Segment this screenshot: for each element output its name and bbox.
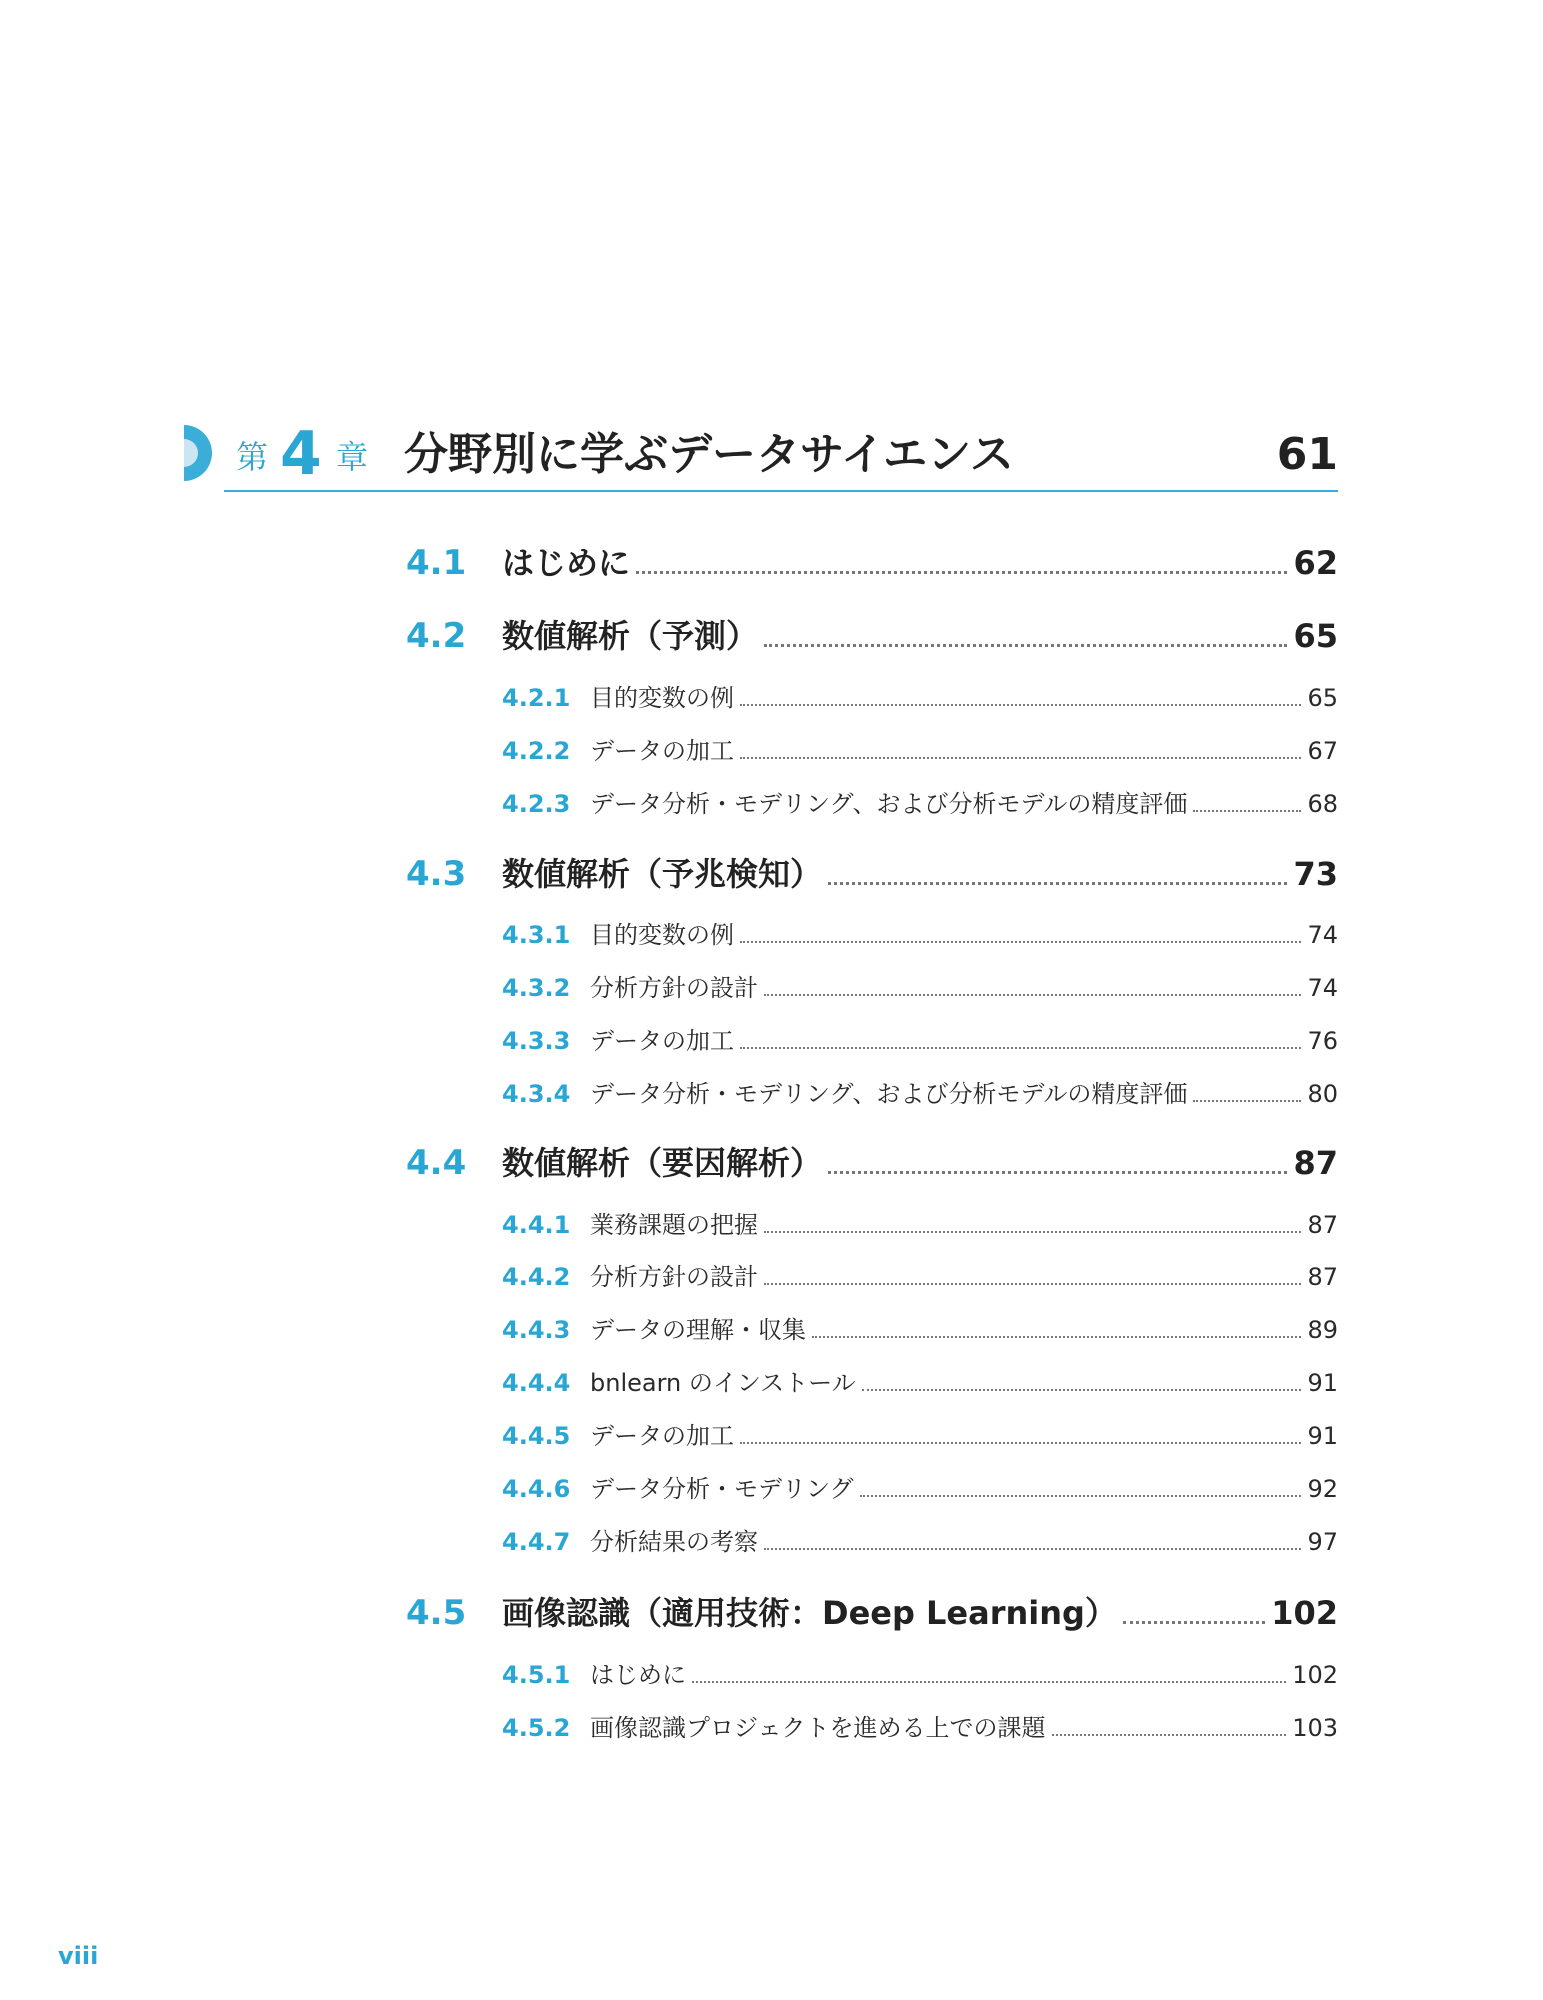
toc-subsection-4-3-1[interactable] [502,915,1338,951]
subsection-title: 分析結果の考察 [590,1528,758,1556]
dot-leader [636,571,1287,574]
section-page: 102 [1271,1594,1338,1632]
toc-subsection-4-3-2[interactable] [502,968,1338,1004]
subsection-page: 65 [1307,684,1338,712]
subsection-title: データ分析・モデリング、および分析モデルの精度評価 [590,790,1188,818]
section-title: 画像認識（適用技術：Deep Learning） [502,1594,1117,1632]
subsection-title: 画像認識プロジェクトを進める上での課題 [590,1714,1046,1742]
section-title: 数値解析（要因解析） [502,1144,823,1182]
toc-subsection-4-3-4[interactable] [502,1074,1338,1110]
subsection-title: 目的変数の例 [590,684,734,712]
dot-leader [740,1442,1301,1444]
chapter-title: 分野別に学ぶデータサイエンス [404,429,1014,480]
dot-leader [1123,1621,1265,1624]
subsection-number: 4.5.2 [502,1714,571,1742]
subsection-page: 74 [1307,974,1338,1002]
subsection-title: 目的変数の例 [590,921,734,949]
subsection-page: 103 [1292,1714,1338,1742]
subsection-number: 4.4.4 [502,1369,571,1397]
toc-subsection-4-4-5[interactable] [502,1416,1338,1452]
subsection-number: 4.3.1 [502,921,571,949]
toc-subsection-4-4-2[interactable] [502,1257,1338,1293]
section-title: 数値解析（予測） [502,617,759,655]
subsection-number: 4.3.3 [502,1027,571,1055]
subsection-page: 102 [1292,1661,1338,1689]
subsection-title: bnlearn のインストール [590,1369,856,1397]
toc-section-4-3[interactable] [406,849,1338,897]
subsection-title: データの理解・収集 [590,1316,806,1344]
section-number: 4.2 [406,616,467,656]
chapter-label-sho: 章 [336,438,369,476]
subsection-page: 74 [1307,921,1338,949]
dot-leader [740,941,1301,943]
subsection-page: 92 [1307,1475,1338,1503]
subsection-page: 89 [1307,1316,1338,1344]
subsection-title: はじめに [590,1661,686,1689]
section-page: 87 [1293,1144,1338,1182]
section-page: 73 [1293,855,1338,893]
toc-subsection-4-2-1[interactable] [502,678,1338,714]
toc-subsection-4-2-3[interactable] [502,784,1338,820]
section-number: 4.1 [406,543,467,583]
subsection-number: 4.2.2 [502,737,571,765]
subsection-number: 4.2.3 [502,790,571,818]
toc-section-4-5[interactable] [406,1588,1338,1636]
dot-leader [740,757,1301,759]
subsection-number: 4.4.2 [502,1263,571,1291]
dot-leader [828,1171,1287,1174]
dot-leader [812,1336,1301,1338]
subsection-page: 67 [1307,737,1338,765]
dot-leader [1052,1734,1287,1736]
subsection-title: データの加工 [590,737,734,765]
section-number: 4.5 [406,1593,467,1633]
toc-subsection-4-5-2[interactable] [502,1708,1338,1744]
dot-leader [764,1231,1301,1233]
chapter-rule [224,490,1338,492]
chapter-number: 4 [280,419,322,489]
subsection-number: 4.4.1 [502,1211,571,1239]
section-page: 65 [1293,617,1338,655]
toc-section-4-4[interactable] [406,1138,1338,1186]
toc-subsection-4-4-1[interactable] [502,1205,1338,1241]
dot-leader [764,1283,1301,1285]
toc-subsection-4-4-6[interactable] [502,1469,1338,1505]
subsection-number: 4.4.5 [502,1422,571,1450]
subsection-number: 4.4.7 [502,1528,571,1556]
chapter-mark-icon [184,425,212,481]
subsection-title: 分析方針の設計 [590,1263,758,1291]
subsection-number: 4.3.4 [502,1080,571,1108]
chapter-page: 61 [1276,429,1338,480]
subsection-page: 91 [1307,1422,1338,1450]
subsection-number: 4.4.3 [502,1316,571,1344]
dot-leader [764,1548,1301,1550]
subsection-number: 4.4.6 [502,1475,571,1503]
toc-subsection-4-4-3[interactable] [502,1310,1338,1346]
page-folio: viii [58,1942,99,1970]
toc-subsection-4-4-4[interactable] [502,1363,1338,1399]
dot-leader [740,1047,1301,1049]
section-number: 4.3 [406,854,467,894]
toc-subsection-4-5-1[interactable] [502,1655,1338,1691]
subsection-number: 4.3.2 [502,974,571,1002]
subsection-page: 87 [1307,1263,1338,1291]
subsection-title: データ分析・モデリング、および分析モデルの精度評価 [590,1080,1188,1108]
toc-subsection-4-3-3[interactable] [502,1021,1338,1057]
dot-leader [1193,810,1301,812]
subsection-page: 68 [1307,790,1338,818]
subsection-page: 91 [1307,1369,1338,1397]
subsection-number: 4.5.1 [502,1661,571,1689]
subsection-page: 97 [1307,1528,1338,1556]
section-title: 数値解析（予兆検知） [502,855,823,893]
subsection-page: 87 [1307,1211,1338,1239]
toc-section-4-2[interactable] [406,611,1338,659]
dot-leader [740,704,1301,706]
subsection-page: 80 [1307,1080,1338,1108]
subsection-title: データの加工 [590,1422,734,1450]
subsection-page: 76 [1307,1027,1338,1055]
subsection-title: 業務課題の把握 [590,1211,758,1239]
dot-leader [860,1495,1302,1497]
dot-leader [828,882,1287,885]
subsection-title: 分析方針の設計 [590,974,758,1002]
subsection-number: 4.2.1 [502,684,571,712]
section-page: 62 [1293,544,1338,582]
dot-leader [764,644,1287,647]
subsection-title: データの加工 [590,1027,734,1055]
toc-section-4-1[interactable] [406,538,1338,586]
toc-subsection-4-2-2[interactable] [502,731,1338,767]
dot-leader [692,1681,1286,1683]
section-number: 4.4 [406,1143,467,1183]
toc-subsection-4-4-7[interactable] [502,1522,1338,1558]
dot-leader [764,994,1301,996]
chapter-label-dai: 第 [236,438,269,476]
dot-leader [1193,1100,1301,1102]
section-title: はじめに [502,544,631,582]
chapter-header [184,415,1338,495]
subsection-title: データ分析・モデリング [590,1475,854,1503]
dot-leader [862,1389,1302,1391]
